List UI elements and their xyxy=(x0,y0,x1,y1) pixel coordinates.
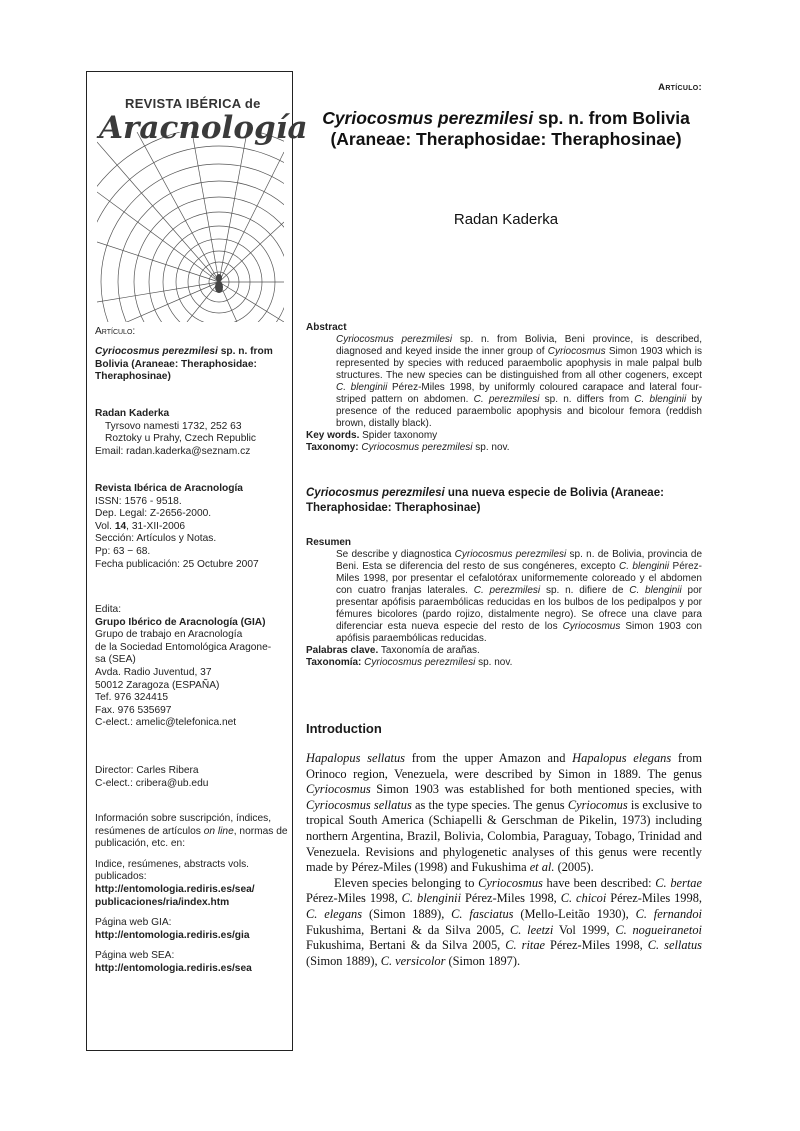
publisher-line: Tef. 976 324415 xyxy=(95,692,169,704)
introduction-body xyxy=(306,751,702,969)
resumen-heading: Resumen xyxy=(306,537,352,548)
introduction-text: (Simon 1897). xyxy=(445,953,521,968)
abstract-heading: Abstract xyxy=(306,322,347,333)
introduction-text: Cyriocosmus xyxy=(306,782,371,797)
introduction-text: as the type species. The genus xyxy=(411,797,568,812)
sidebar-publisher xyxy=(95,604,290,730)
introduction-text: Fukushima, Bertani & da Silva 2005, xyxy=(306,922,511,937)
introduction-text: C. nogueiranetoi xyxy=(615,922,702,937)
introduction-text: Cyriocosmus xyxy=(478,875,543,890)
abstract-text: sp. n. from Bolivia, Beni province, is described, diagnosed and keyed inside the inner group of xyxy=(336,334,703,357)
introduction-text: C. leetzi xyxy=(510,922,554,937)
introduction-text: C. fasciatus xyxy=(451,906,514,921)
abstract-text: Cyriocosmus perezmilesi xyxy=(336,334,453,345)
publisher-line: sa (SEA) xyxy=(95,654,136,666)
journal-volume xyxy=(95,521,290,534)
journal-volume-number: 14 xyxy=(114,520,127,532)
title-line-1 xyxy=(306,108,706,129)
abstract-text: C. perezmilesi xyxy=(473,394,540,405)
publisher-email: C-elect.: amelic@telefonica.net xyxy=(95,717,237,729)
introduction-text: C. blenginii xyxy=(401,891,462,906)
introduction-text: from Orinoco region, Venezuela, were described by Simon in 1889. The genus xyxy=(306,751,703,781)
palabras-label: Palabras clave. xyxy=(306,645,379,656)
resumen-text: Simon 1903 con apófisis paraembólicas reducidas. xyxy=(336,621,702,644)
introduction-text: (Simon 1889), xyxy=(306,953,381,968)
abstract-text: sp. n. differs from xyxy=(539,394,635,405)
introduction-text: Pérez-Miles 1998, xyxy=(606,891,702,906)
info-gia-link[interactable]: http://entomologia.rediris.es/gia xyxy=(95,929,250,941)
info-sea-label: Página web SEA: xyxy=(95,950,175,962)
sidebar-title-rest: sp. n. from Bolivia (Araneae: Theraphosidae: Theraphosinae) xyxy=(95,346,273,383)
introduction-text: C. chicoi xyxy=(560,891,607,906)
info-gia-label: Página web GIA: xyxy=(95,917,172,929)
journal-legal: Dep. Legal: Z-2656-2000. xyxy=(95,508,212,520)
article-label: Artículo: xyxy=(95,326,136,337)
introduction-text: (Simon 1889), xyxy=(362,906,452,921)
sidebar-author-name: Radan Kaderka xyxy=(95,408,170,419)
resumen-text: C. blenginii xyxy=(619,561,670,572)
introduction-text: Pérez-Miles 1998, xyxy=(461,891,561,906)
journal-pub-date: Fecha publicación: 25 Octubre 2007 xyxy=(95,558,259,570)
abstract-keywords xyxy=(306,430,702,442)
abstract-text: Cyriocosmus xyxy=(547,346,606,357)
introduction-text: from the upper Amazon and xyxy=(405,751,573,765)
resumen-text: C. blenginii xyxy=(629,585,682,596)
introduction-text: (2005). xyxy=(554,860,594,875)
title-rest: sp. n. from Bolivia xyxy=(533,108,690,128)
introduction-text: et al. xyxy=(529,860,555,875)
introduction-text: Fukushima, Bertani & da Silva 2005, xyxy=(306,938,506,953)
introduction-text: have been described: xyxy=(542,875,656,890)
info-text-b: , normas de publicación, etc. en: xyxy=(95,825,288,850)
spanish-title-rest: una nueva especie de Bolivia (Araneae: Theraphosidae: Theraphosinae) xyxy=(306,487,664,514)
info-text-a: Información sobre suscripción, índices, resúmenes de artículos xyxy=(95,813,272,837)
spanish-title-italic: Cyriocosmus perezmilesi xyxy=(306,487,445,499)
introduction-text: (Mello-Leitão 1930), xyxy=(513,906,636,921)
abstract-text: C. blenginii xyxy=(634,394,687,405)
journal-logo-title: REVISTA IBÉRICA de xyxy=(125,96,261,111)
abstract-text: Pérez-Miles 1998, by uniformly coloured carapace and lateral four-striped pattern on abdomen. xyxy=(336,382,702,405)
journal-pages: Pp: 63 − 68. xyxy=(95,545,151,557)
sidebar-director xyxy=(95,765,290,790)
introduction-text: Vol 1999, xyxy=(553,922,616,937)
sidebar-title-italic: Cyriocosmus perezmilesi xyxy=(95,346,218,357)
sidebar-author-address-1: Tyrsovo namesti 1732, 252 63 xyxy=(105,420,242,432)
publisher-line: de la Sociedad Entomológica Aragone- xyxy=(95,641,272,653)
introduction-text: Eleven species belonging to xyxy=(334,875,479,890)
title-italic: Cyriocosmus perezmilesi xyxy=(322,108,534,128)
introduction-text: Cyriocosmus sellatus xyxy=(306,797,412,812)
resumen-text: C. perezmilesi xyxy=(473,585,541,596)
palabras-value: Taxonomía de arañas. xyxy=(378,645,480,656)
taxonomy-label: Taxonomy xyxy=(306,442,356,453)
journal-volume-date: , 31-XII-2006 xyxy=(126,520,186,532)
journal-section: Sección: Artículos y Notas. xyxy=(95,533,217,545)
resumen-text: sp. n. de Bolivia, provincia de Beni. Esta se diferencia del resto de sus congéneres, excepto xyxy=(336,549,703,572)
introduction-text: C. ritae xyxy=(505,938,546,953)
journal-logo-script: Aracnología xyxy=(99,110,308,146)
resumen-body xyxy=(306,549,702,645)
publisher-edita: Edita: xyxy=(95,604,122,615)
resumen-text: Cyriocosmus xyxy=(562,621,621,632)
abstract-section xyxy=(306,322,702,454)
taxonomy-italic: Cyriocosmus perezmilesi xyxy=(361,442,473,453)
taxonomia-label: Taxonomía: xyxy=(306,657,362,668)
taxonomia-italic: Cyriocosmus perezmilesi xyxy=(364,657,476,668)
info-index-link[interactable]: http://entomologia.rediris.es/sea/ publicaciones/ria/index.htm xyxy=(95,883,255,908)
introduction-text: C. versicolor xyxy=(380,953,446,968)
keywords-value: Spider taxonomy xyxy=(359,430,438,441)
journal-logo xyxy=(97,82,308,322)
publisher-line: Fax. 976 535697 xyxy=(95,704,172,716)
introduction-text: Simon 1903 was established for both mentioned species, with xyxy=(370,782,702,797)
abstract-taxonomy: Taxonomy: Cyriocosmus perezmilesi sp. nov. xyxy=(306,442,510,453)
author-name: Radan Kaderka xyxy=(453,211,559,228)
taxonomy-rest: sp. nov. xyxy=(472,442,510,453)
introduction-text: Pérez-Miles 1998, xyxy=(306,891,402,906)
sidebar-article-label xyxy=(95,326,290,339)
keywords-label: Key words. xyxy=(306,430,360,441)
resumen-text: Cyriocosmus perezmilesi xyxy=(454,549,567,560)
journal-issn: ISSN: 1576 - 9518. xyxy=(95,495,182,507)
publisher-line: Avda. Radio Juventud, 37 xyxy=(95,666,212,678)
info-index-label: Indice, resúmenes, abstracts vols. publicados: xyxy=(95,858,250,883)
director-name: Director: Carles Ribera xyxy=(95,765,199,776)
resumen-text: sp. n. difiere de xyxy=(540,585,630,596)
sidebar-journal-info xyxy=(95,483,290,571)
resumen-text: Se describe y diagnostica xyxy=(336,549,455,560)
journal-sidebar xyxy=(86,71,308,1051)
article-type-label: Artículo: xyxy=(658,82,702,93)
sidebar-author-email: Email: radan.kaderka@seznam.cz xyxy=(95,445,251,457)
taxonomia-rest: sp. nov. xyxy=(475,657,513,668)
sidebar-info xyxy=(95,813,290,976)
director-email: C-elect.: cribera@ub.edu xyxy=(95,777,209,789)
introduction-heading: Introduction xyxy=(306,721,382,736)
introduction-text: C. bertae xyxy=(655,875,702,890)
introduction-text: C. sellatus xyxy=(647,938,702,953)
info-sea-link[interactable]: http://entomologia.rediris.es/sea xyxy=(95,962,252,974)
abstract-text: Simon 1903 which is represented by species with reduced paraembolic apophysis in male palpal bulb structures. The new species can be distinguished from all other cogeners, except xyxy=(336,346,702,381)
resumen-section xyxy=(306,537,702,669)
spider-web-icon xyxy=(97,132,284,322)
title-line-2: (Araneae: Theraphosidae: Theraphosinae) xyxy=(330,129,682,149)
resumen-text: por presentar apófisis paraembólicas reducidas en los bulbos de los pedipalpos y por fémures bicolores (pardo rojizo, distalmente negro). Se ofrece una clave para diferenciar esta nueva especie del resto de los xyxy=(336,585,703,632)
introduction-text: Pérez-Miles 1998, xyxy=(545,938,648,953)
introduction-paragraph xyxy=(306,876,702,970)
introduction-text: Hapalopus sellatus xyxy=(306,751,406,765)
sidebar-author xyxy=(95,408,290,458)
abstract-text: by presence of the reduced paraembolic apophysis and bicolour femora (reddish brown, distally black). xyxy=(336,394,702,429)
publisher-name: Grupo Ibérico de Aracnología (GIA) xyxy=(95,616,266,628)
introduction-text: C. elegans xyxy=(306,906,363,921)
introduction-text: Cyriocomus xyxy=(567,797,628,812)
resumen-taxonomy xyxy=(306,657,702,669)
info-text-online: on line xyxy=(203,825,234,837)
resumen-keywords xyxy=(306,645,702,657)
introduction-text: C. fernandoi xyxy=(635,906,702,921)
introduction-paragraph xyxy=(306,751,702,876)
introduction-text: is exclusive to tropical South America (Schiapelli & Gerschman de Pikelin, 1973) including northern Argentina, Brazil, Bolivia, Colombia, Paraguay, Tobago, Trinidad and Venezuela. Revisions and phylogenetic analyses of this genus were recently made by Pérez-Miles (1998) and Fukushima xyxy=(306,797,702,875)
journal-volume-prefix: Vol. xyxy=(95,520,115,532)
abstract-text: C. blenginii xyxy=(336,382,388,393)
introduction-text: Hapalopus elegans xyxy=(572,751,672,765)
sidebar-article-title xyxy=(95,346,290,384)
abstract-body xyxy=(306,334,702,430)
resumen-text: Pérez-Miles 1998, por presentar el cefalotórax uniformemente coloreado y el abdomen con cuatro franjas laterales. xyxy=(336,561,702,596)
publisher-line: 50012 Zaragoza (ESPAÑA) xyxy=(95,679,220,691)
info-text xyxy=(95,813,290,851)
publisher-line: Grupo de trabajo en Aracnología xyxy=(95,629,243,641)
sidebar-author-address-2: Roztoky u Prahy, Czech Republic xyxy=(105,433,256,445)
page-title xyxy=(306,108,706,150)
journal-name: Revista Ibérica de Aracnología xyxy=(95,483,243,494)
spanish-title xyxy=(306,486,702,515)
